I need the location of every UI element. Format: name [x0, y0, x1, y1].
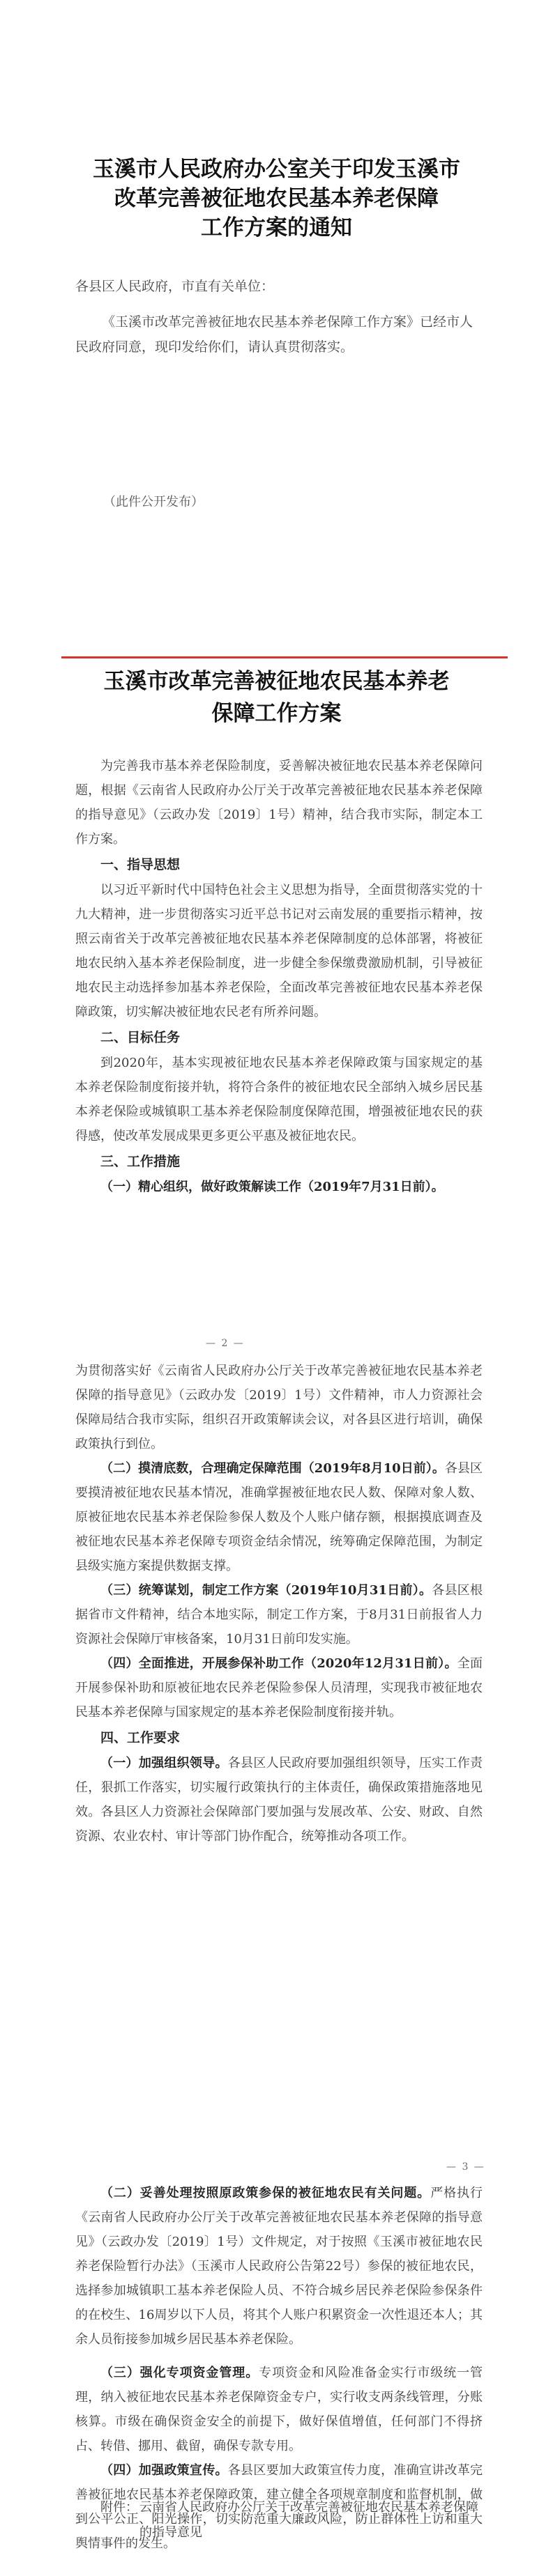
section-heading: 一、指导思想	[100, 857, 181, 872]
disclosure-note: （此件公开发布）	[103, 495, 204, 509]
plan-body-part2	[75, 1359, 483, 1849]
notice-title	[70, 155, 483, 242]
measure-text: 全面开展参保补助和原被征地农民养老保险参保人员清理，实现我市被征地农民基本养老保障与国家规定的基本养老保险制度衔接并轨。	[75, 1656, 483, 1720]
notice-title-line: 改革完善被征地农民基本养老保障	[114, 186, 439, 211]
plan-body-part3	[75, 2181, 483, 2352]
requirement-item	[75, 2181, 483, 2352]
measure-text: 各县区根据省市文件精神，结合本地实际，制定工作方案，于8月31日前报省人力资源社会保障厅审核备案，10月31日前印发实施。	[75, 1583, 483, 1646]
requirement-text: 专项资金和风险准备金实行市级统一管理，纳入被征地农民基本养老保障资金专户，实行收支两条线管理，分账核算。市级在确保资金安全的前提下，做好保值增值，任何部门不得挤占、转借、挪用、截留，确保专款专用。	[75, 2366, 483, 2453]
requirement-text: 严格执行《云南省人民政府办公厅关于改革完善被征地农民基本养老保障的指导意见》（云政办发〔2019〕1号）文件规定，对于按照《玉溪市被征地农民养老保险暂行办法》（玉溪市人民政府公告第22号）参保的被征地农民，选择参加城镇职工基本养老保险人员、不符合城乡居民养老保险参保条件的在校生、16周岁以下人员，将其个人账户积累资金一次性退还本人；其余人员衔接参加城乡居民基本养老保险。	[75, 2186, 483, 2347]
measure-lead: （三）统筹谋划，制定工作方案（2019年10月31日前）。	[100, 1583, 432, 1598]
notice-title-line: 玉溪市人民政府办公室关于印发玉溪市	[93, 157, 460, 182]
measure-item	[75, 1651, 483, 1725]
requirement-lead: （三）强化专项资金管理。	[100, 2366, 259, 2380]
plan-title-line: 玉溪市改革完善被征地农民基本养老	[103, 669, 450, 694]
section-heading: 四、工作要求	[100, 1730, 181, 1745]
section-text: 以习近平新时代中国特色社会主义思想为指导，全面贯彻落实党的十九大精神，进一步贯彻落实习近平总书记对云南发展的重要指示精神，按照云南省关于改革完善被征地农民基本养老保障制度的总体部署，将被征地农民纳入基本养老保险制度，进一步健全参保缴费激励机制，引导被征地农民主动选择参加基本养老保险，全面改革完善被征地农民基本养老保障政策，切实解决被征地农民老有所养问题。	[75, 883, 483, 1019]
attachment-text: 云南省人民政府办公厅关于改革完善被征地农民基本养老保障的指导意见	[139, 2500, 478, 2540]
requirement-lead: （一）加强组织领导。	[100, 1756, 228, 1771]
red-divider	[61, 656, 508, 658]
page-number: — 3 —	[446, 2161, 485, 2173]
requirement-lead: （二）妥善处理按照原政策参保的被征地农民有关问题。	[100, 2186, 431, 2200]
measure-item	[75, 1456, 483, 1578]
notice-title-line: 工作方案的通知	[201, 215, 352, 240]
notice-body: 《玉溪市改革完善被征地农民基本养老保障工作方案》已经市人民政府同意，现印发给你们，请认真贯彻落实。	[75, 314, 474, 355]
plan-title	[77, 665, 476, 730]
measure-lead: （一）精心组织，做好政策解读工作（2019年7月31日前）。	[100, 1180, 444, 1194]
measure-text: 各县区要摸清被征地农民基本情况，准确掌握被征地农民人数、保障对象人数、原被征地农民基本养老保险参保人数及个人账户储存额，根据摸底调查及被征地农民基本养老保障专项资金结余情况，统筹确定保障范围，为制定县级实施方案提供数据支撑。	[75, 1461, 483, 1573]
requirement-lead: （四）加强政策宣传。	[100, 2463, 228, 2478]
measure-lead: （四）全面推进，开展参保补助工作（2020年12月31日前）。	[100, 1656, 457, 1671]
plan-body-part1	[75, 754, 483, 1199]
measure-text: 为贯彻落实好《云南省人民政府办公厅关于改革完善被征地农民基本养老保障的指导意见》（云政办发〔2019〕1号）文件精神，市人力资源社会保障局结合我市实际，组织召开政策解读会议，对各县区进行培训，确保政策执行到位。	[75, 1364, 483, 1451]
section-text: 到2020年，基本实现被征地农民基本养老保障政策与国家规定的基本养老保险制度衔接并轨，将符合条件的被征地农民全部纳入城乡居民基本养老保险或城镇职工基本养老保险制度保障范围，增强被征地农民的获得感，使改革发展成果更多更公平惠及被征地农民。	[75, 1056, 483, 1143]
attachment-label: 附件：	[100, 2500, 138, 2515]
notice-salutation: 各县区人民政府，市直有关单位：	[75, 279, 275, 294]
plan-intro: 为完善我市基本养老保险制度，妥善解决被征地农民基本养老保障问题，根据《云南省人民政府办公厅关于改革完善被征地农民基本养老保障的指导意见》（云政办发〔2019〕1号）精神，结合我市实际，制定本工作方案。	[75, 759, 483, 847]
plan-title-line: 保障工作方案	[211, 701, 342, 726]
measure-lead: （二）摸清底数，合理确定保障范围（2019年8月10日前）。	[100, 1461, 445, 1476]
measure-item	[75, 1175, 483, 1199]
requirement-item	[75, 2361, 483, 2458]
requirement-text: 各县区要加大政策宣传力度，准确宣讲改革完善被征地农民基本养老保障政策，建立健全各项规章制度和监督机制，做到公平公正、阳光操作，切实防范重大廉政风险，防止群体性上访和重大舆情事件的发生。	[75, 2463, 483, 2551]
page-number: — 2 —	[206, 1338, 245, 1349]
requirement-item	[75, 1751, 483, 1849]
measure-item	[75, 1578, 483, 1651]
section-heading: 三、工作措施	[100, 1154, 181, 1169]
requirement-text: 各县区人民政府要加强组织领导，压实工作责任，狠抓工作落实，切实履行政策执行的主体责任，确保政策措施落地见效。各县区人力资源社会保障部门要加强与发展改革、公安、财政、自然资源、农业农村、审计等部门协作配合，统筹推动各项工作。	[75, 1756, 483, 1844]
section-heading: 二、目标任务	[100, 1030, 181, 1045]
